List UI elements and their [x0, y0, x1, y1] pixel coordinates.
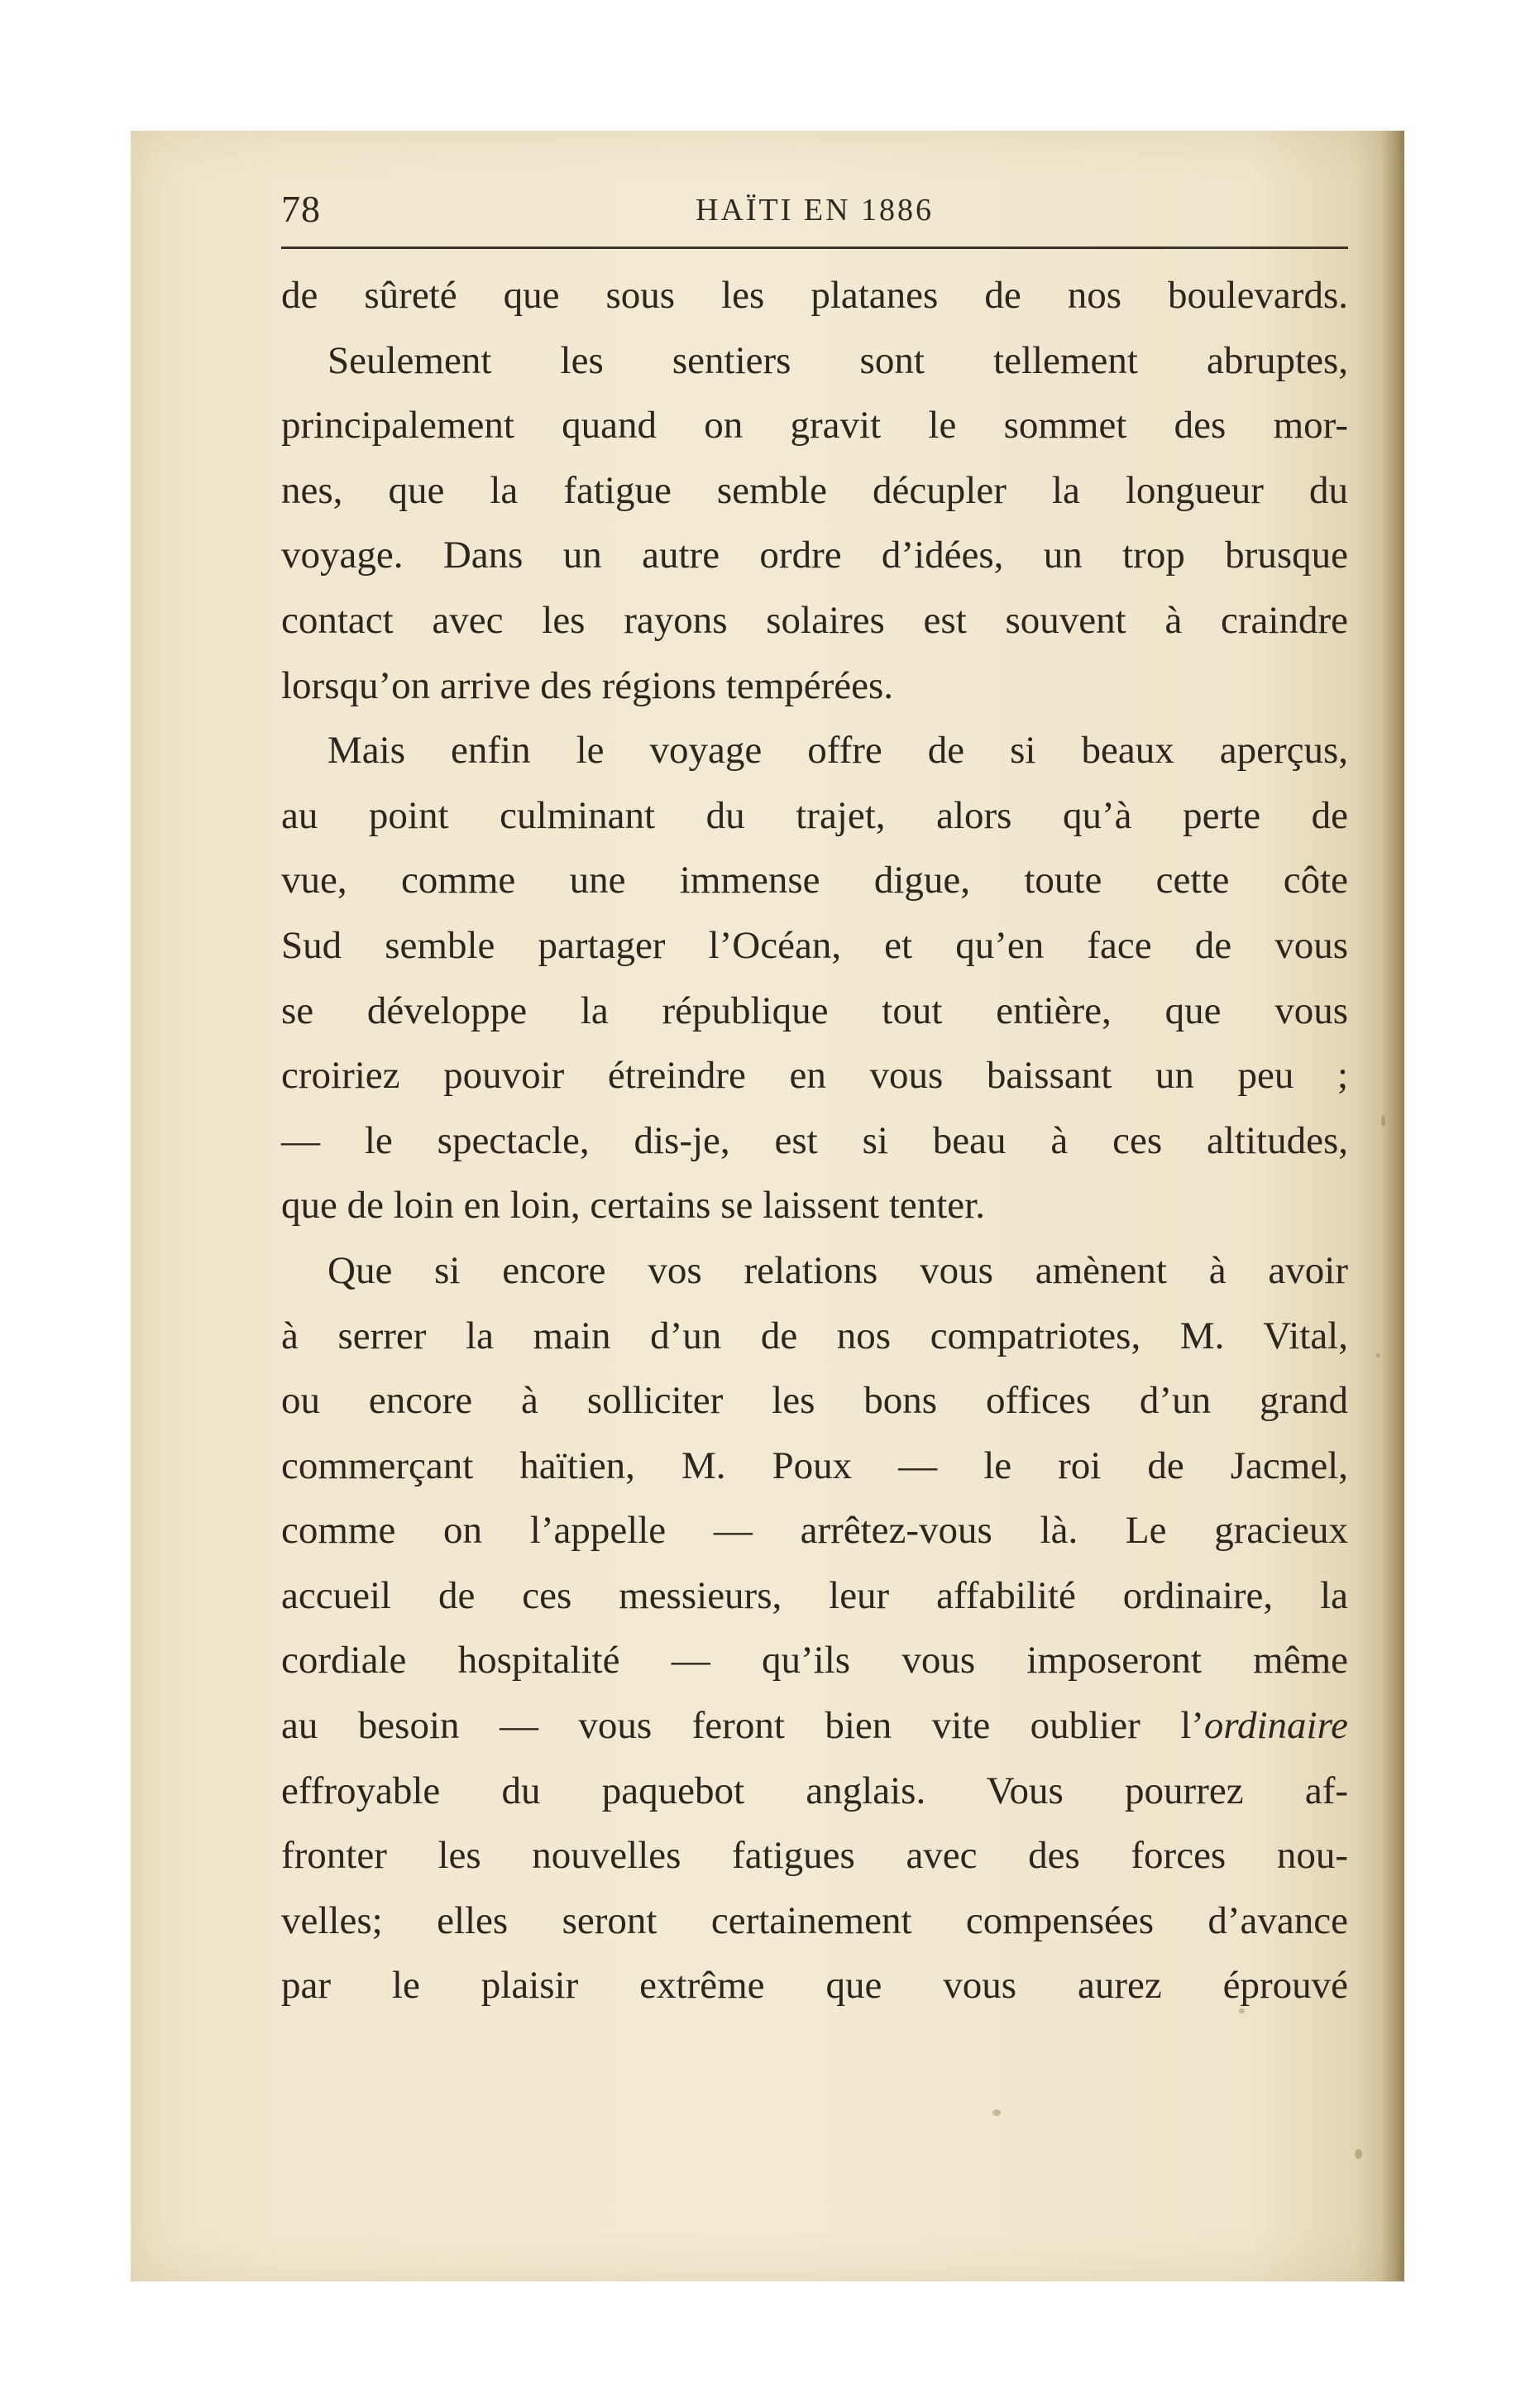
paper-speck [1239, 2008, 1245, 2013]
text-line: — le spectacle, dis-je, est si beau à ces altitudes, [281, 1118, 1348, 1162]
text-line: velles; elles seront certainement compensées d’avance [281, 1898, 1348, 1942]
text-line: croiriez pouvoir étreindre en vous baissant un peu ; [281, 1054, 1348, 1098]
text-fragment: au besoin — vous feront bien vite oublier l’ [281, 1704, 1204, 1748]
text-line: Sud semble partager l’Océan, et qu’en face de vous [281, 923, 1348, 967]
body-text [281, 263, 1348, 2018]
text-line: nes, que la fatigue semble décupler la longueur du [281, 468, 1348, 512]
text-line: vue, comme une immense digue, toute cette côte [281, 859, 1348, 902]
header-rule [281, 247, 1348, 249]
text-line: Seulement les sentiers sont tellement abruptes, [328, 338, 1348, 382]
text-line [281, 1693, 1348, 1759]
running-head [281, 180, 1348, 238]
text-line: de sûreté que sous les platanes de nos boulevards. [281, 274, 1348, 317]
text-line: à serrer la main d’un de nos compatriotes, M. Vital, [281, 1314, 1348, 1357]
paper-speck [1381, 1115, 1385, 1127]
page-edge-shadow [1381, 131, 1404, 2281]
text-line: Que si encore vos relations vous amènent à avoir [328, 1248, 1348, 1292]
text-line: Mais enfin le voyage offre de si beaux aperçus, [328, 729, 1348, 773]
paper-speck [992, 2109, 1001, 2116]
book-page [131, 131, 1404, 2281]
text-line: comme on l’appelle — arrêtez-vous là. Le gracieux [281, 1509, 1348, 1553]
text-line: que de loin en loin, certains se laissent tenter. [281, 1184, 985, 1228]
text-line: accueil de ces messieurs, leur affabilité ordinaire, la [281, 1573, 1348, 1617]
text-line: par le plaisir extrême que vous aurez éprouvé [281, 1964, 1348, 2008]
page-number: 78 [281, 188, 321, 230]
text-line: fronter les nouvelles fatigues avec des forces nou- [281, 1834, 1348, 1878]
running-title: HAÏTI EN 1886 [695, 193, 935, 227]
text-line: se développe la république tout entière, que vous [281, 989, 1348, 1032]
text-line: principalement quand on gravit le sommet des mor- [281, 404, 1348, 448]
text-line: lorsqu’on arrive des régions tempérées. [281, 663, 893, 707]
paper-speck [1376, 1353, 1380, 1357]
text-line: voyage. Dans un autre ordre d’idées, un trop brusque [281, 534, 1348, 577]
text-line: commerçant haïtien, M. Poux — le roi de Jacmel, [281, 1443, 1348, 1487]
text-line: ou encore à solliciter les bons offices d’un grand [281, 1379, 1348, 1423]
text-line: contact avec les rayons solaires est souvent à craindre [281, 598, 1348, 642]
text-line: effroyable du paquebot anglais. Vous pourrez af- [281, 1769, 1348, 1812]
italic-word: ordinaire [1203, 1704, 1348, 1748]
text-line: cordiale hospitalité — qu’ils vous imposeront même [281, 1639, 1348, 1683]
paper-speck [1355, 2149, 1362, 2159]
text-line: au point culminant du trajet, alors qu’à perte de [281, 793, 1348, 837]
